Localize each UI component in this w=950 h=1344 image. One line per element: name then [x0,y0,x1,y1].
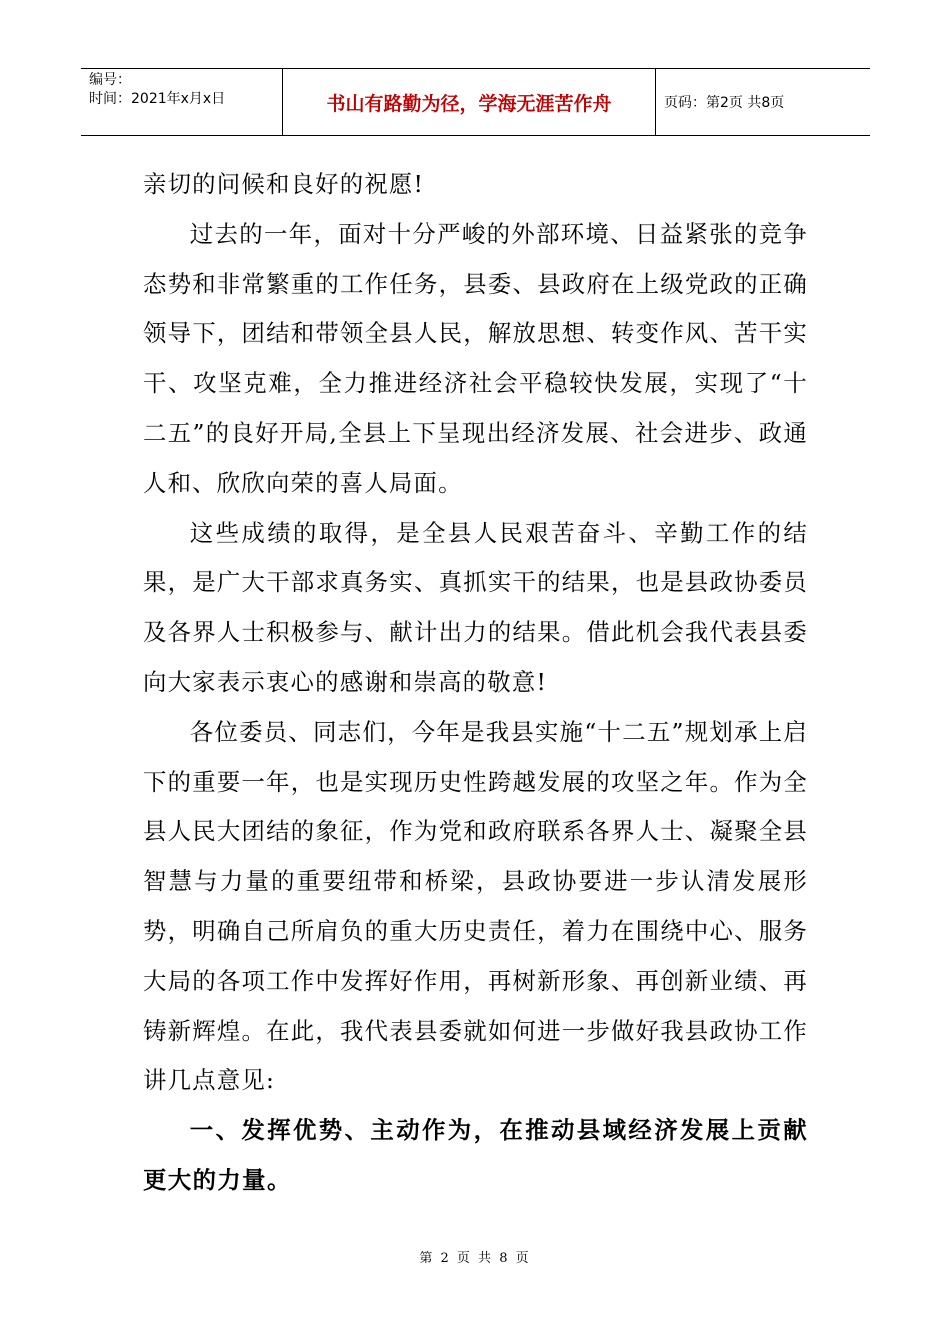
paragraph: 各位委员、同志们，今年是我县实施“十二五”规划承上启下的重要一年，也是实现历史性跨越发展的攻坚之年。作为全县人民大团结的象征，作为党和政府联系各界人士、凝聚全县智慧与力量的重要纽带和桥梁，县政协要进一步认清发展形势，明确自己所肩负的重大历史责任，着力在围绕中心、服务大局的各项工作中发挥好作用，再树新形象、再创新业绩、再铸新辉煌。在此，我代表县委就如何进一步做好我县政协工作讲几点意见: [143,717,808,1095]
paragraph-continuation: 亲切的问候和良好的祝愿! [143,170,425,198]
header-meta [81,69,283,135]
document-number-label: 编号： [89,72,131,88]
header-motto: 书山有路勤为径，学海无涯苦作舟 [283,69,656,135]
header-page-info: 页码：第2页 共8页 [664,95,785,111]
page-footer: 第 2 页 共 8 页 [419,1251,531,1266]
paragraph: 这些成绩的取得，是全县人民艰苦奋斗、辛勤工作的结果，是广大干部求真务实、真抓实干的结果，也是县政协委员及各界人士积极参与、献计出力的结果。借此机会我代表县委向大家表示衷心的感谢和崇高的敬意! [143,518,808,696]
paragraph: 过去的一年，面对十分严峻的外部环境、日益紧张的竞争态势和非常繁重的工作任务，县委、县政府在上级党政的正确领导下，团结和带领全县人民，解放思想、转变作风、苦干实干、攻坚克难，全力推进经济社会平稳较快发展，实现了“十二五”的良好开局,全县上下呈现出经济发展、社会进步、政通人和、欣欣向荣的喜人局面。 [143,219,808,497]
document-body [143,160,808,1206]
page-header [81,68,870,136]
section-heading: 一、发挥优势、主动作为，在推动县域经济发展上贡献更大的力量。 [143,1116,808,1194]
document-time-label: 时间：2021年x月x日 [89,91,226,107]
